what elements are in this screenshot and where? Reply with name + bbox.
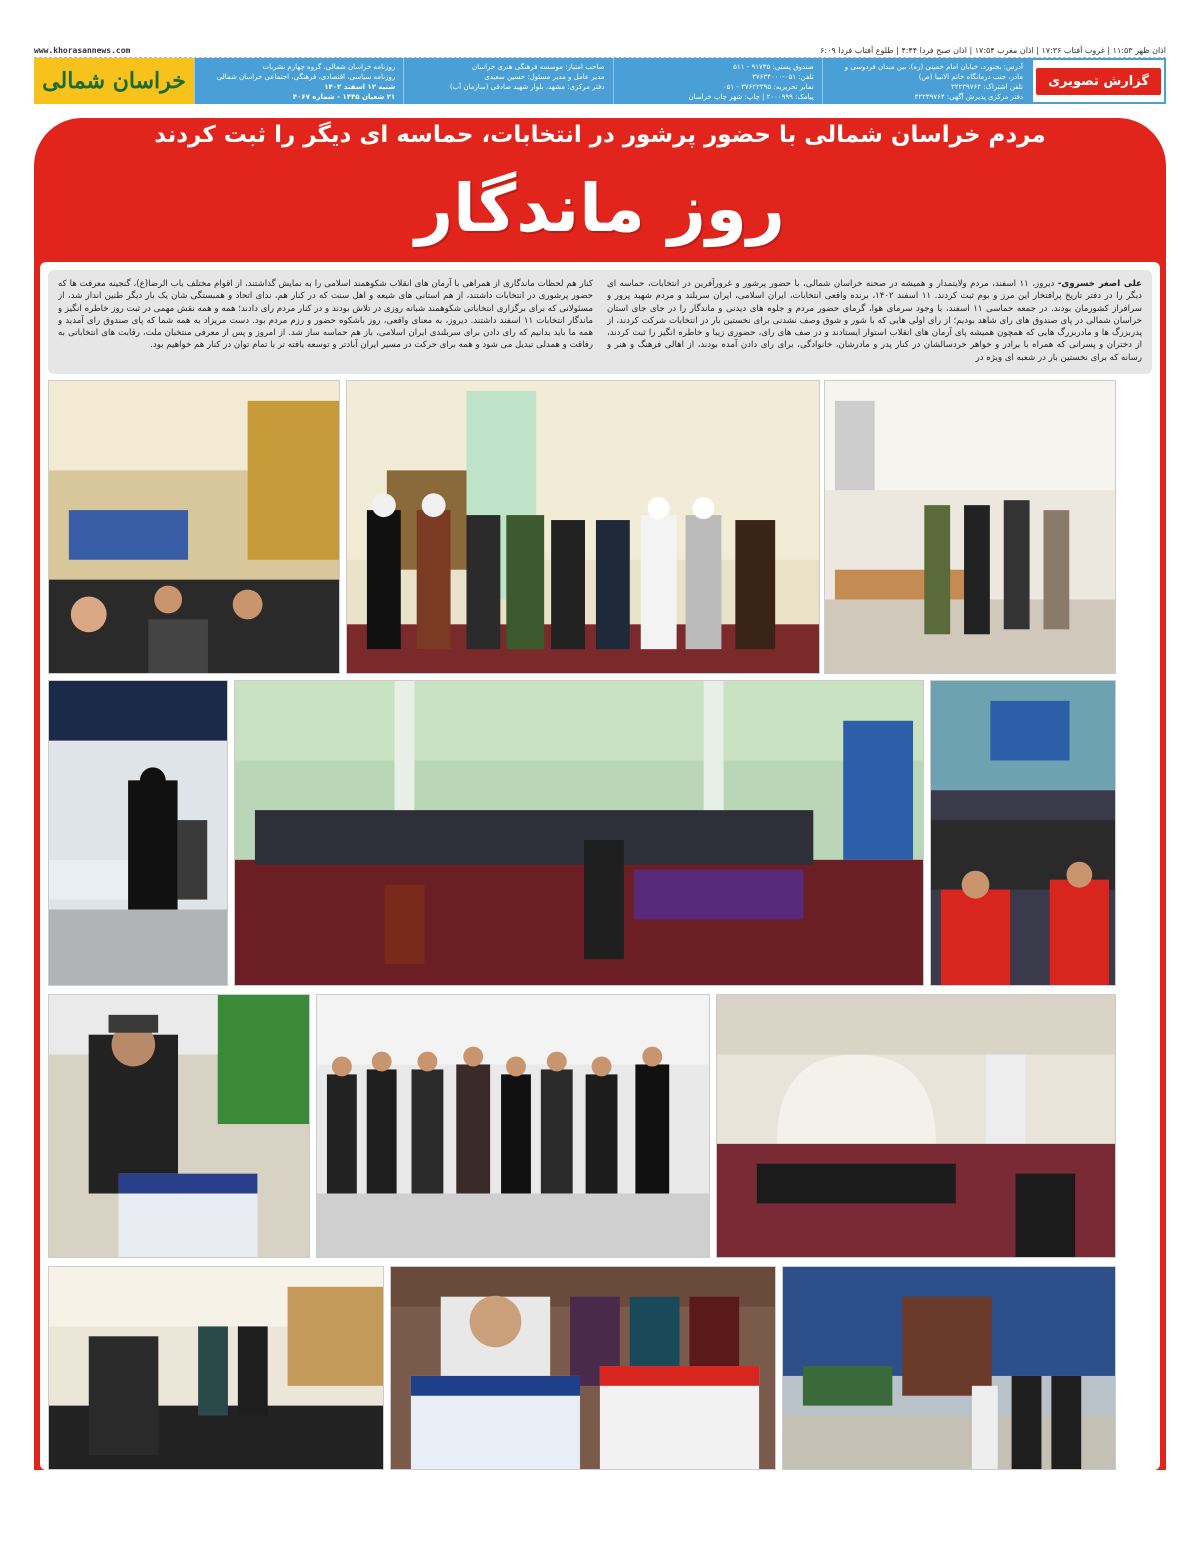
article-text-1: دیروز، ۱۱ اسفند، مردم ولایتمدار و همیشه در صحنه خراسان شمالی، با حضور پرشور و غرورآفرین در انتخابات، حماسه ای دیگر را در دفتر تاریخ پرافتخار این مرز و بوم ثبت کردند. ۱۱ اسفند ۱۴۰۲، برنده واقعی انتخابات، ایران اسلامی، ایران سربلند و مردم شهید پرور و سرافراز کشورمان بودند. در جمعه حماسی ۱۱ اسفند، با وجود سرمای هوا، گرمای حضور مردم و جلوه های دیدنی و ماندگار را در جای جای استان خراسان شمالی در پای صندوق های رای شاهد بودیم؛ از رای اولی هایی که با شور و شوق وصف نشدنی برای نخستین بار در انتخابات شرکت کردند، از پدربزرگ ها و مادربزرگ هایی که همچون همیشه پای آرمان های انقلاب استوار ایستادند و در صف های رای، حضوری زیبا و خاطره انگیز را ثبت کردند، از دختران و پسرانی که همراه با برادر و خواهر خردسالشان در کنار پدر و مادرشان، خانوادگی، برای رای دادن آمده بودند، از اهالی فرهنگ و هنر و رسانه که برای نخستین بار در شعبه ای ویژه در xyxy=(607,279,1142,363)
photo-mosque-queue-purple-table xyxy=(234,680,924,986)
photo-library-voting xyxy=(48,1266,384,1470)
photo-school-voting-table xyxy=(824,380,1116,674)
photo-polling-hall-queue xyxy=(48,380,340,674)
photo-officials-line xyxy=(316,994,710,1258)
top-info-strip xyxy=(34,44,1166,58)
masthead-info-publisher xyxy=(403,58,612,104)
photo-man-ballot-box xyxy=(48,994,310,1258)
article-text-2: کنار هم لحظات ماندگاری از همراهی با آرمان های انقلاب شکوهمند اسلامی را به نمایش گذاشتند، از اقوام مختلف باب الرضا(ع)، گنجینه معرفت ها که حضور پرشوری در انتخابات داشتند، از هم استانی های شیعه و اهل سنت که در کنار هم، ندای اتحاد و همبستگی شان یک بار دیگر طنین انداز شد، از مسئولانی که برای برگزاری انتخاباتی شکوهمند شبانه روزی در تلاش بودند و در کنار مردم رای دادند؛ همه و همه نقش مهمی در ثبت روز خاطره انگیز و ماندگار انتخابات ۱۱ اسفند داشتند. دیروز، به معنای واقعی، روز باشکوه حضور و رزم مردم بود. دست مریزاد به همه شما که پای صندوق رای آمدید و همه ما باید بدانیم که رای دادن برای سربلندی ایران اسلامی، باز هم حماسه ساز شد. از امروز و پس از معرفی منتخبان ملت، رقابت های انتخاباتی به رفاقت و همدلی تبدیل می شود و همه برای حرکت در مسیر ایران آبادتر و توسعه یافته تر با تمام توان در کنار هم خواهیم بود. xyxy=(58,279,593,351)
publisher-line-1: صاحب امتیاز: موسسه فرهنگی هنری خراسان xyxy=(471,63,605,71)
address-line-1: آدرس: بجنورد، خیابان امام خمینی (ره)، بین میدان فردوسی و مادر، جنب درمانگاه خاتم الانبیا (ص) xyxy=(844,63,1023,81)
contact-line-2: تلفن: ۰۵۱-۳۷۶۳۴۰۰۰ xyxy=(752,73,814,81)
publisher-line-3: دفتر مرکزی: مشهد، بلوار شهید صادقی (سازمان آب) xyxy=(449,83,605,91)
photo-elder-woman-ballot xyxy=(390,1266,776,1470)
site-url[interactable]: www.khorasannews.com xyxy=(34,46,131,55)
issue-number: ۲۱ شعبان ۱۴۴۵ - شماره ۴۰۶۷ xyxy=(292,93,396,101)
article-column-1 xyxy=(607,278,1142,366)
photo-clerics-officials xyxy=(346,380,820,674)
logo-text: خراسان شمالی xyxy=(42,68,186,94)
contact-line-4: پیامک: ۲۰۰۰۹۹۹ | چاپ: شهر چاپ خراسان xyxy=(688,93,814,101)
publisher-line-2: مدیر عامل و مدیر مسئول: حسین سعیدی xyxy=(484,73,605,81)
address-line-3: دفتر مرکزی پذیرش آگهی: ۳۲۲۳۹۷۶۴ xyxy=(914,93,1023,101)
headline-title: روز ماندگار xyxy=(415,170,785,247)
newspaper-logo[interactable] xyxy=(34,58,194,104)
photo-mosque-arches-voters xyxy=(716,994,1116,1258)
issue-date: شنبه ۱۲ اسفند ۱۴۰۲ xyxy=(324,83,396,91)
masthead-info-contact xyxy=(613,58,822,104)
photo-tiled-mosque-voters xyxy=(782,1266,1116,1470)
masthead-info-address xyxy=(822,58,1031,104)
headline-kicker: مردم خراسان شمالی با حضور پرشور در انتخابات، حماسه ای دیگر را ثبت کردند xyxy=(154,122,1046,148)
issue-line-1: روزنامه خراسان شمالی، گروه چهارم نشریات xyxy=(262,63,396,71)
section-label: گزارش تصویری xyxy=(1036,68,1161,95)
masthead-info-issue xyxy=(194,58,403,104)
contact-line-3: نمابر تحریریه: ۳۷۶۲۲۳۹۵ - ۰۵۱ xyxy=(722,83,814,91)
article-author: علی اصغر خسروی- xyxy=(1057,279,1142,289)
masthead xyxy=(34,58,1166,104)
issue-line-2: روزنامه سیاسی، اقتصادی، فرهنگی، اجتماعی خراسان شمالی xyxy=(216,73,396,81)
photo-woman-chador-voting xyxy=(48,680,228,986)
article-column-2 xyxy=(58,278,593,366)
contact-line-1: صندوق پستی: ۹۱۷۳۵ - ۵۱۱ xyxy=(733,63,814,71)
prayer-times: اذان ظهر ۱۱:۵۳ | غروب آفتاب ۱۷:۳۶ | اذان مغرب ۱۷:۵۴ | اذان صبح فردا ۴:۴۴ | طلوع آفتاب فردا ۶:۰۹ xyxy=(820,46,1166,55)
section-tag[interactable] xyxy=(1031,58,1166,104)
photo-red-jackets-crowd xyxy=(930,680,1116,986)
article-box xyxy=(48,270,1152,374)
address-line-2: تلفن اشتراک: ۳۲۲۳۹۷۶۴ xyxy=(950,83,1023,91)
